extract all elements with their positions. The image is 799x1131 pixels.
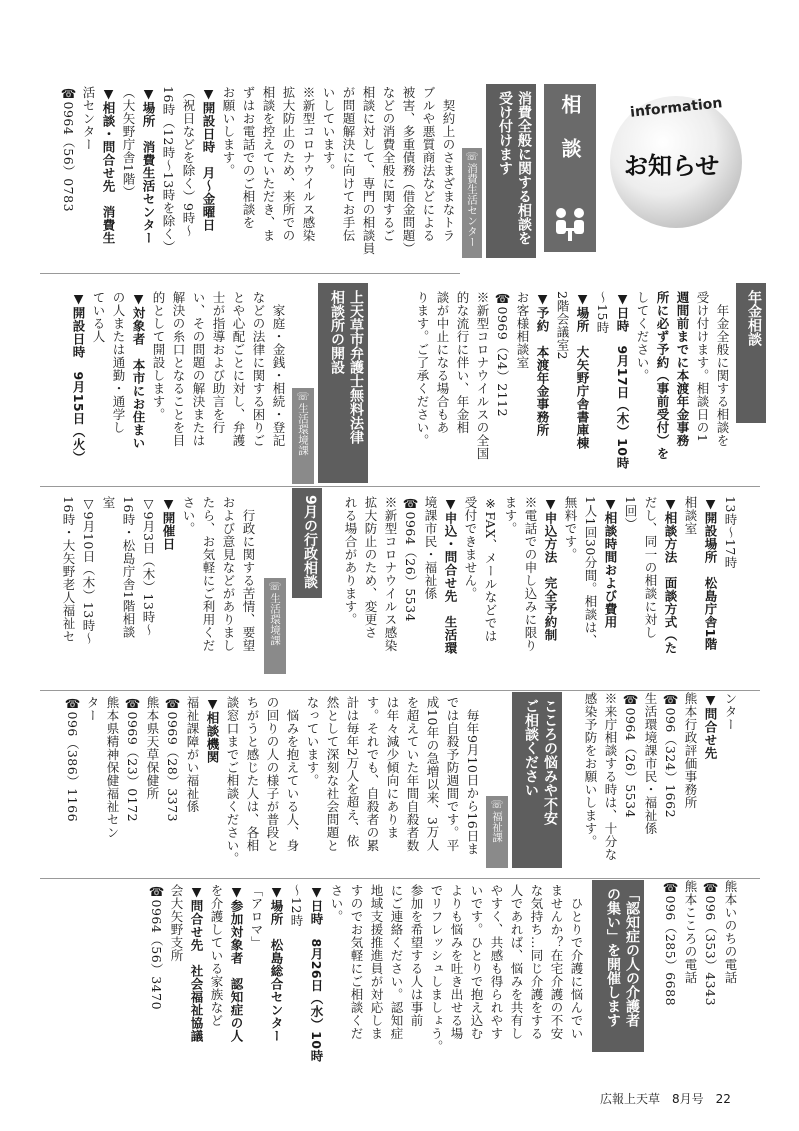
bengoshi-line: の人または通勤・通学し bbox=[111, 291, 126, 434]
shohi-line: お願いします。 bbox=[221, 86, 236, 177]
kokoro-line: 談窓口までご相談ください。 bbox=[225, 696, 240, 865]
ninchi-line: ▼場所 松島総合センター bbox=[269, 884, 284, 1043]
bengoshi-line: 解決の糸口となることを目 bbox=[171, 291, 186, 447]
shohi-line: ずはお電話でのご相談を bbox=[241, 86, 256, 229]
kokoro-line: 成10年の急増以来、3万人 bbox=[425, 696, 440, 852]
soudankai-line: ます。 bbox=[503, 496, 518, 535]
bengoshi-title: 上天草市弁護士無料法律 相談所の開設 bbox=[318, 283, 368, 483]
kokoro2-line: ☎096（285）6688 bbox=[663, 880, 678, 1007]
nenkin-line: お客様相談室 bbox=[515, 291, 530, 369]
shohi-line: ☎0964（56）0783 bbox=[61, 86, 76, 213]
nenkin-title: 年金相談 bbox=[736, 283, 766, 423]
gyosei-title: 9月の行政相談 bbox=[292, 488, 322, 598]
ninchi-line: 会大矢野支所 bbox=[169, 884, 184, 962]
kokoro-line: なっています。 bbox=[305, 696, 320, 787]
soudankai-line: 相談室 bbox=[683, 496, 698, 535]
nenkin-line: ▼日時 9月17日（木）10時 bbox=[615, 291, 630, 470]
soudankai-line: ※新型コロナウイルス感染 bbox=[383, 496, 398, 652]
soudankai-line: ※電話での申し込みに限り bbox=[523, 496, 538, 652]
nenkin-line: ▼予約 本渡年金事務所 bbox=[535, 291, 550, 437]
gyosei-line: ▽9月3日（木）13時～ bbox=[141, 496, 156, 637]
phone-icon: ☏ bbox=[269, 581, 281, 593]
soudankai-line: だし、同一の相談に対し bbox=[643, 496, 658, 639]
shohi-line: 被害、多重債務（借金問題） bbox=[401, 86, 416, 255]
kokoro-line: では自殺予防週間です。平 bbox=[445, 696, 460, 852]
ninchi-line: な気持ち…同じ介護をする bbox=[529, 884, 544, 1040]
shohi-line: 活センター bbox=[81, 86, 96, 151]
ninchi-line: さい。 bbox=[329, 884, 344, 923]
shohi-line: （大矢野庁舎1階） bbox=[121, 86, 136, 199]
soudankai-line: ☎0964（26）5534 bbox=[403, 496, 418, 623]
shohi-line: 相談に対して、専門の相談員 bbox=[361, 86, 376, 255]
nenkin-line: ～15時 bbox=[595, 291, 610, 334]
bengoshi-line: ▼対象者 本市にお住まい bbox=[131, 291, 146, 450]
kokoro2-line: 熊本いのちの電話 bbox=[723, 880, 738, 984]
shohi-line: などの消費全般に関するご bbox=[381, 86, 396, 242]
ninchi-line: 地域支援推進員が対応しま bbox=[369, 884, 384, 1040]
soudankai-line: ▼申込方法 完全予約制 bbox=[543, 496, 558, 642]
kokoro-line: 然として深刻な社会問題と bbox=[325, 696, 340, 852]
ninchi-line: ませんか？在宅介護の不安 bbox=[549, 884, 564, 1040]
ninchi-title: 「認知症の人の介護者 の集い」を開催します bbox=[592, 880, 644, 1052]
nenkin-line: ▼場所 大矢野庁舎書庫棟 bbox=[575, 291, 590, 450]
phone-icon: ☏ bbox=[491, 799, 503, 811]
gyosei-line: ▽9月10日（木）13時～ bbox=[81, 496, 96, 645]
nenkin-line: してください。 bbox=[635, 291, 650, 382]
nenkin-line: 所に必ず予約（事前受付）を bbox=[655, 291, 670, 460]
ninchi-body bbox=[136, 884, 586, 1063]
ninchi-line: ▼日時 8月26日（水）10時 bbox=[309, 884, 324, 1063]
ninchi-line: ▼問合せ先 社会福祉協議 bbox=[189, 884, 204, 1043]
kokoro-line: 悩みを抱えている人、身 bbox=[285, 696, 300, 852]
bengoshi-body bbox=[58, 291, 288, 491]
soudankai-body bbox=[330, 496, 740, 686]
soudankai-line: ▼開設場所 松島庁舎1階 bbox=[703, 496, 718, 651]
ninchi-line: すのでお気軽にご相談くだ bbox=[349, 884, 364, 1040]
tier-divider bbox=[40, 486, 760, 487]
shohi-line: ブルや悪質商法などによる bbox=[421, 86, 436, 242]
shohi-title: 消費全般に関する相談を受け付けます bbox=[486, 84, 536, 258]
bengoshi-line: 家庭・金銭・相続・登記 bbox=[271, 291, 286, 447]
shohi-line: ▼場所 消費生活センター bbox=[141, 86, 156, 245]
page-footer: 広報上天草 8月号 22 bbox=[600, 1092, 731, 1106]
kokoro-line: の回りの人の様子が普段と bbox=[265, 696, 280, 852]
nenkin-line: 談が中止になる場合もあ bbox=[435, 291, 450, 434]
ninchi-line: を介護している家族など bbox=[209, 884, 224, 1027]
ninchi-line: よりも悩みを吐き出せる場 bbox=[449, 884, 464, 1040]
kokoro-line: は年々減少傾向にありま bbox=[385, 696, 400, 839]
gyosei2-line: 感染予防をお願いします。 bbox=[583, 692, 598, 848]
nenkin-line: 的な流行に伴い、年金相 bbox=[455, 291, 470, 434]
soudankai-line: ▼申込・問合せ先 生活環 bbox=[443, 496, 458, 655]
kokoro-line: す。それでも、自殺者の累 bbox=[365, 696, 380, 852]
ninchi-line: にご連絡ください。認知症 bbox=[389, 884, 404, 1040]
gyosei2-line: ▼問合せ先 bbox=[703, 692, 718, 760]
gyosei2-line: ☎096（324）1662 bbox=[663, 692, 678, 819]
kokoro-line: ☎096（386）1166 bbox=[65, 696, 80, 823]
gyosei-dept: ☏生活環境課 bbox=[264, 578, 286, 674]
kokoro-line: ちがうと感じた人は、各相 bbox=[245, 696, 260, 852]
shohi-line: 契約上のさまざまなトラ bbox=[441, 86, 456, 242]
kokoro-line: ▼相談機関 bbox=[205, 696, 220, 764]
kokoro-dept: ☏福祉課 bbox=[486, 796, 508, 868]
bengoshi-line: 士が指導および助言を行 bbox=[211, 291, 226, 434]
soudankai-line: 受付できません。 bbox=[463, 496, 478, 600]
soudankai-line: ※FAX、メールなどでは bbox=[483, 496, 498, 643]
bengoshi-line: などの法律に関する困りご bbox=[251, 291, 266, 447]
bengoshi-line: ▼開設日時 9月15日（火） bbox=[71, 291, 86, 465]
gyosei-body bbox=[58, 496, 258, 686]
gyosei2-line: ンター bbox=[723, 692, 738, 731]
kokoro-line: 熊本県精神保健福祉セン bbox=[105, 696, 120, 839]
shohi-line: ※新型コロナウイルス感染 bbox=[301, 86, 316, 242]
kokoro-line: 福祉課障がい福祉係 bbox=[185, 696, 200, 813]
ninchi-line: 人であれば、悩みを共有し bbox=[509, 884, 524, 1040]
kokoro-line: 毎年9月10日から16日ま bbox=[465, 696, 480, 856]
tier-divider bbox=[40, 273, 460, 274]
bengoshi-line: 的として開設します。 bbox=[151, 291, 166, 421]
nenkin-line: 2階会議室2 bbox=[555, 291, 570, 360]
gyosei2-line: ☎0964（26）5534 bbox=[623, 692, 638, 819]
kokoro-line: 計は毎年2万人を超え、依 bbox=[345, 696, 360, 848]
nenkin-line: ります。ご了承ください。 bbox=[415, 291, 430, 447]
gyosei-line: および意見などがありまし bbox=[221, 496, 236, 652]
gyosei-line: たら、お気軽にご利用くだ bbox=[201, 496, 216, 652]
ninchi-line: ▼参加対象者 認知症の人 bbox=[229, 884, 244, 1043]
shohi-line: ▼相談・問合せ先 消費生 bbox=[101, 86, 116, 245]
sodan-panel bbox=[544, 84, 596, 252]
kokoro-body bbox=[58, 696, 482, 876]
ninchi-line: でリフレッシュしましょう。 bbox=[429, 884, 444, 1053]
bengoshi-dept: ☏生活環境課 bbox=[292, 388, 314, 484]
ninchi-line: やすく、共感も得られやす bbox=[489, 884, 504, 1040]
soudankai-line: 拡大防止のため、変更さ bbox=[363, 496, 378, 639]
tier-divider bbox=[40, 690, 760, 691]
soudankai-line: ▼相談時間および費用 bbox=[603, 496, 618, 629]
soudankai-line: 13時～17時 bbox=[723, 496, 738, 569]
badge-title: お知らせ bbox=[624, 152, 720, 180]
ninchi-line: ☎0964（56）3470 bbox=[149, 884, 164, 1011]
kokoro-line: ☎0969（23）0172 bbox=[125, 696, 140, 823]
shohi-line: ▼開設日時 月～金曜日 bbox=[201, 86, 216, 232]
sodan-label: 相談 bbox=[558, 94, 582, 182]
gyosei2-body bbox=[580, 692, 740, 876]
gyosei2-line: 生活環境課市民・福祉係 bbox=[643, 692, 658, 835]
phone-icon: ☏ bbox=[297, 391, 309, 403]
kokoro2-line: 熊本こころの電話 bbox=[683, 880, 698, 984]
kokoro-line: ☎0969（28）3373 bbox=[165, 696, 180, 823]
gyosei-line: 16時・松島庁舎1階相談 bbox=[121, 496, 136, 639]
gyosei-line: さい。 bbox=[181, 496, 196, 535]
kokoro2-line: ☎096（353）4343 bbox=[703, 880, 718, 1007]
soudankai-line: 1人1回30分間。相談は、 bbox=[583, 496, 598, 647]
soudankai-line: れる場合があります。 bbox=[343, 496, 358, 626]
shohi-dept: ☏消費生活センター bbox=[462, 148, 482, 258]
shohi-line: いしています。 bbox=[321, 86, 336, 177]
ninchi-line: いです。ひとりで抱え込む bbox=[469, 884, 484, 1040]
phone-icon: ☏ bbox=[466, 151, 478, 163]
information-badge bbox=[610, 96, 742, 228]
kokoro-line: 熊本県天草保健所 bbox=[145, 696, 160, 800]
gyosei-line: 行政に関する苦情、要望 bbox=[241, 496, 256, 652]
nenkin-line: ※新型コロナウイルスの全国 bbox=[475, 291, 490, 460]
shohi-line: 相談を控えていただき、ま bbox=[261, 86, 276, 242]
consultation-people-icon bbox=[550, 204, 590, 244]
gyosei2-line: ※来庁相談する時は、十分な bbox=[603, 692, 618, 861]
kokoro-title: こころの悩みや不安ご相談ください bbox=[512, 692, 562, 868]
soudankai-line: ▼相談方法 面談方式（た bbox=[663, 496, 678, 655]
nenkin-line: ☎0969（24）2112 bbox=[495, 291, 510, 418]
kokoro-line: を超えていた年間自殺者数 bbox=[405, 696, 420, 852]
soudankai-line: 境課市民・福祉係 bbox=[423, 496, 438, 600]
ninchi-line: 「アロマ」 bbox=[249, 884, 264, 949]
ninchi-line: ひとりで介護に悩んでい bbox=[569, 884, 584, 1040]
shohi-line: 16時（12時～13時を除く） bbox=[161, 86, 176, 254]
bengoshi-line: とや心配ごとに対し、弁護 bbox=[231, 291, 246, 447]
tier-divider bbox=[40, 878, 760, 879]
nenkin-line: 受け付けます。相談日の1 bbox=[695, 291, 710, 443]
kokoro2-body bbox=[660, 880, 740, 1060]
soudankai-line: 1回） bbox=[623, 496, 638, 531]
gyosei2-line: 熊本行政評価事務所 bbox=[683, 692, 698, 809]
shohi-line: 拡大防止のため、来所での bbox=[281, 86, 296, 242]
nenkin-line: 週間前までに本渡年金事務 bbox=[675, 291, 690, 447]
shohi-line: が問題解決に向けてお手伝 bbox=[341, 86, 356, 242]
gyosei-line: ▼開催日 bbox=[161, 496, 176, 551]
nenkin-body bbox=[406, 291, 732, 491]
gyosei-line: 室 bbox=[101, 496, 116, 509]
gyosei-line: 16時・大矢野老人福祉セ bbox=[61, 496, 76, 643]
soudankai-line: 無料です。 bbox=[563, 496, 578, 561]
nenkin-line: 年金全般に関する相談を bbox=[715, 291, 730, 447]
ninchi-line: ～12時 bbox=[289, 884, 304, 927]
shohi-line: （祝日などを除く）9時～ bbox=[181, 86, 196, 238]
bengoshi-line: ている人 bbox=[91, 291, 106, 343]
bengoshi-line: い、その問題の解決または bbox=[191, 291, 206, 447]
badge-label: information bbox=[629, 95, 724, 121]
kokoro-line: ター bbox=[85, 696, 100, 722]
ninchi-line: 参加を希望する人は事前 bbox=[409, 884, 424, 1027]
